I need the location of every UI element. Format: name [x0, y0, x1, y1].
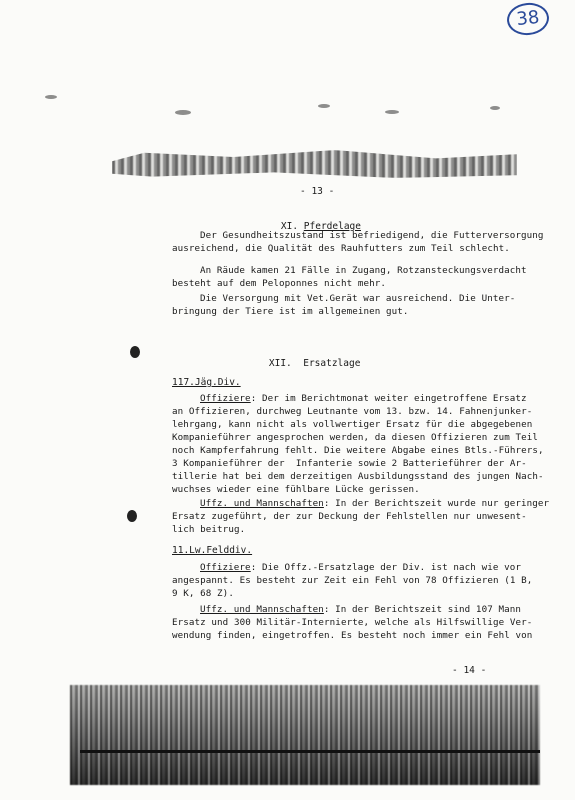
div-11-offiziere-line-2: angespannt. Es besteht zur Zeit ein Fehl von 78 Offizieren (1 B,	[172, 575, 533, 586]
xi-paragraph-1-line-1: Der Gesundheitszustand ist befriedigend, die Futterversorgung	[200, 230, 544, 241]
section-xii-title: Ersatzlage	[303, 358, 361, 369]
div-11-uffz-line-2: Ersatz und 300 Militär-Internierte, welche als Hilfswillige Ver-	[172, 617, 533, 628]
scan-speck	[490, 106, 500, 110]
div-11-offiziere-line-1: Offiziere: Die Offz.-Ersatzlage der Div. ist nach wie vor	[200, 562, 521, 573]
div-117-offiziere-line-1: Offiziere: Der im Berichtmonat weiter eingetroffene Ersatz	[200, 393, 527, 404]
div-11-heading: 11.Lw.Felddiv.	[172, 545, 253, 556]
continuation-marker: - 14 -	[452, 665, 487, 676]
xi-paragraph-3-line-2: bringung der Tiere ist im allgemeinen gut.	[172, 306, 409, 317]
punch-hole	[127, 510, 137, 522]
section-xi-title: Pferdelage	[303, 221, 361, 232]
div-11-uffz-line-1: Uffz. und Mannschaften: In der Berichtszeit sind 107 Mann	[200, 604, 521, 615]
scan-speck	[175, 110, 191, 115]
div-117-offiziere-line-7: tillerie hat bei dem derzeitigen Ausbildungsstand des jungen Nach-	[172, 471, 544, 482]
archive-stamp: 38	[505, 1, 550, 37]
div-11-offiziere-line-3: 9 K, 68 Z).	[172, 588, 234, 599]
scan-shadow-bottom	[70, 685, 540, 785]
div-117-uffz-line-3: lich beitrug.	[172, 524, 246, 535]
xi-paragraph-1-line-2: ausreichend, die Qualität des Rauhfutters zum Teil schlecht.	[172, 243, 510, 254]
punch-hole	[130, 346, 140, 358]
div-11-uffz-line-3: wendung finden, eingetroffen. Es besteht noch immer ein Fehl von	[172, 630, 533, 641]
div-11-offiziere-label: Offiziere	[200, 562, 251, 573]
div-117-offiziere-line-8: wuchses wieder eine fühlbare Lücke gerissen.	[172, 484, 420, 495]
div-117-heading: 117.Jäg.Div.	[172, 377, 241, 388]
div-117-uffz-label: Uffz. und Mannschaften	[200, 498, 324, 509]
xi-paragraph-2-line-2: besteht auf dem Peloponnes nicht mehr.	[172, 278, 386, 289]
section-xi-number: XI.	[280, 221, 299, 232]
section-xii-heading	[246, 347, 360, 380]
page-number-top: - 13 -	[300, 186, 335, 197]
scan-speck	[385, 110, 399, 114]
div-117-offiziere-line-4: Kompanieführer angesprochen werden, da diesen Offizieren zum Teil	[172, 432, 539, 443]
scan-edge-line	[80, 750, 540, 753]
div-117-offiziere-line-6: 3 Kompanieführer der Infanterie sowie 2 Batterieführer der Ar-	[172, 458, 527, 469]
div-117-uffz-line-2: Ersatz zugeführt, der zur Deckung der Fehlstellen nur unwesent-	[172, 511, 527, 522]
div-117-offiziere-line-2: an Offizieren, durchweg Leutnante vom 13. bzw. 14. Fahnenjunker-	[172, 406, 533, 417]
xi-paragraph-3-line-1: Die Versorgung mit Vet.Gerät war ausreichend. Die Unter-	[200, 293, 516, 304]
section-xii-number: XII.	[268, 358, 292, 369]
div-11-uffz-label: Uffz. und Mannschaften	[200, 604, 324, 615]
scan-speck	[45, 95, 57, 99]
scan-shadow-top	[112, 150, 517, 178]
div-117-offiziere-line-5: noch Kampferfahrung fehlt. Die weitere Abgabe eines Btls.-Führers,	[172, 445, 544, 456]
div-117-uffz-line-1: Uffz. und Mannschaften: In der Berichtszeit wurde nur geringer	[200, 498, 550, 509]
scan-speck	[318, 104, 330, 108]
div-117-offiziere-line-3: lehrgang, kann nicht als vollwertiger Ersatz für die abgegebenen	[172, 419, 533, 430]
div-117-offiziere-label: Offiziere	[200, 393, 251, 404]
xi-paragraph-2-line-1: An Räude kamen 21 Fälle in Zugang, Rotzansteckungsverdacht	[200, 265, 527, 276]
